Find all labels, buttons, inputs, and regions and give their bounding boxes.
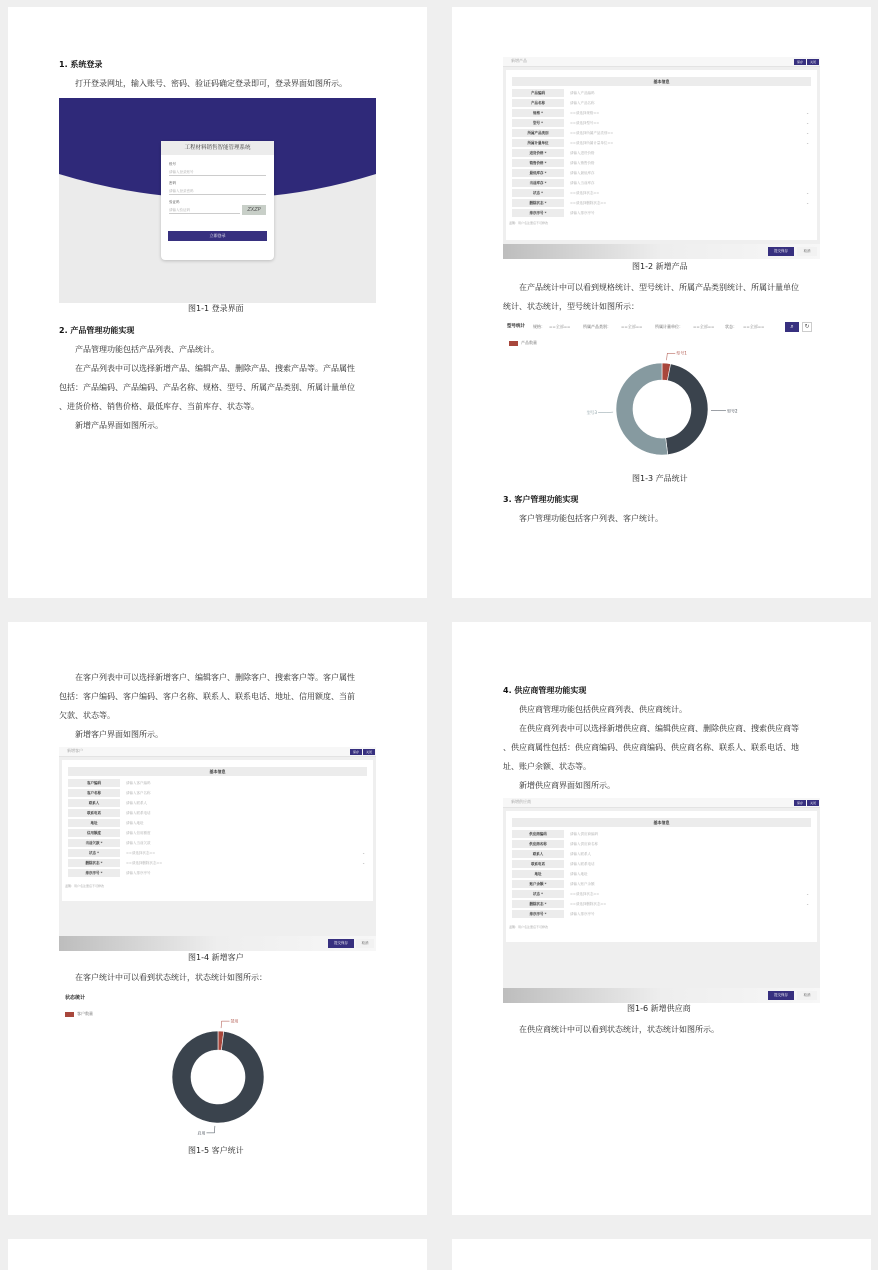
paragraph: 欠款、状态等。 (59, 711, 115, 720)
section-title: 基本信息 (512, 77, 811, 86)
field-label: 删除状态 * (68, 859, 120, 867)
customer-donut-chart (158, 1017, 278, 1137)
paragraph: 产品管理功能包括产品列表、产品统计。 (75, 345, 219, 354)
field-value: 请输入供应商编码 (570, 832, 598, 836)
chevron-down-icon: ⌄ (806, 121, 809, 125)
field-label: 联系电话 (512, 860, 564, 868)
field-value: ==请选择状态== (570, 892, 600, 896)
field-value: 请输入客户编码 (126, 781, 151, 785)
paragraph: 在产品列表中可以选择新增产品、编辑产品、删除产品、搜索产品等。产品属性 (75, 364, 355, 373)
field-select[interactable] (124, 849, 367, 857)
chevron-down-icon: ⌄ (362, 851, 365, 855)
figure-caption: 图1-2 新增产品 (632, 262, 688, 271)
field-label: 规格 * (512, 109, 564, 117)
field-input[interactable] (124, 869, 367, 877)
field-label: 地址 (68, 819, 120, 827)
paragraph: 、供应商属性包括：供应商编码、供应商编码、供应商名称、联系人、联系电话、地 (503, 743, 799, 752)
field-select[interactable] (568, 109, 811, 117)
label-leader-line (206, 1126, 214, 1133)
form-row (512, 99, 811, 108)
form-row (512, 850, 811, 859)
field-select[interactable] (568, 890, 811, 898)
tab-bar (503, 57, 820, 67)
chart-legend (65, 1011, 93, 1017)
field-label: 所属产品类别 (512, 129, 564, 137)
field-value: ==请选择型号== (570, 121, 600, 125)
chart-title: 状态统计 (65, 995, 86, 1001)
form-row (512, 119, 811, 128)
field-label: 账户余额 * (512, 880, 564, 888)
section-title: 基本信息 (512, 818, 811, 827)
field-label: 当前欠款 * (68, 839, 120, 847)
field-input[interactable] (568, 169, 811, 177)
add-supplier-screenshot (503, 798, 820, 1003)
field-value: ==请选择所属产品类别== (570, 131, 614, 135)
field-input[interactable] (568, 89, 811, 97)
document-page-1 (8, 7, 427, 598)
field-value: 请输入最低库存 (570, 171, 595, 175)
form-row (68, 799, 367, 808)
save-tab-button[interactable]: 保存 (794, 59, 806, 65)
field-select[interactable] (568, 189, 811, 197)
chevron-down-icon: ⌄ (806, 902, 809, 906)
field-input[interactable] (124, 799, 367, 807)
field-label: 联系电话 (68, 809, 120, 817)
form-row (512, 189, 811, 198)
figure-caption: 图1-1 登录界面 (188, 304, 244, 313)
tab-add-supplier[interactable]: 新增供应商 (511, 799, 531, 804)
legend-label: 客户数量 (77, 1011, 93, 1016)
field-value: 请输入信用额度 (126, 831, 151, 835)
form-footer (503, 244, 820, 259)
form-row (512, 890, 811, 899)
field-value: ==请选择状态== (570, 191, 600, 195)
figure-caption: 图1-4 新增客户 (188, 953, 244, 962)
figure-caption: 图1-6 新增供应商 (627, 1004, 691, 1013)
section-heading-login: 1. 系统登录 (59, 60, 103, 69)
document-page-3 (8, 622, 427, 1215)
field-value: ==请选择规格== (570, 111, 600, 115)
paragraph: 在供应商统计中可以看到状态统计，状态统计如图所示。 (519, 1025, 719, 1034)
field-label: 所属计量单位 (512, 139, 564, 147)
form-note: 温馨：用户名注册后不可修改 (509, 221, 549, 225)
paragraph: 新增客户界面如图所示。 (75, 730, 163, 739)
form-row (512, 870, 811, 879)
document-page-6 (452, 1239, 871, 1270)
section-heading-supplier: 4. 供应商管理功能实现 (503, 686, 587, 695)
section-heading-product: 2. 产品管理功能实现 (59, 326, 135, 335)
field-input[interactable] (124, 789, 367, 797)
section-title: 基本信息 (68, 767, 367, 776)
field-value: 请输入当前库存 (570, 181, 595, 185)
paragraph: 、进货价格、销售价格、最低库存、当前库存、状态等。 (59, 402, 259, 411)
field-input[interactable] (568, 910, 811, 918)
field-label: 最低库存 * (512, 169, 564, 177)
field-value: 请输入客户名称 (126, 791, 151, 795)
field-value: 请输入联系人 (126, 801, 147, 805)
tab-add-product[interactable]: 新增产品 (511, 58, 527, 63)
form-row (512, 900, 811, 909)
form-row (512, 179, 811, 188)
form-note: 温馨：用户名注册后不可修改 (509, 925, 549, 929)
label-leader-line (667, 353, 676, 360)
field-input[interactable] (568, 830, 811, 838)
paragraph: 在供应商列表中可以选择新增供应商、编辑供应商、删除供应商、搜索供应商等 (519, 724, 799, 733)
donut-slice (172, 1031, 264, 1123)
field-input[interactable] (568, 99, 811, 107)
cancel-button[interactable]: 取消 (356, 939, 374, 948)
form-row (512, 89, 811, 98)
form-footer (503, 988, 820, 1003)
field-input[interactable] (124, 809, 367, 817)
field-label: 进货价格 * (512, 149, 564, 157)
submit-save-button[interactable]: 提交保存 (328, 939, 354, 948)
field-label: 供应商名称 (512, 840, 564, 848)
search-icon[interactable]: ⌕ (785, 322, 799, 332)
form-row (512, 109, 811, 118)
form-row (68, 859, 367, 868)
form-row (512, 159, 811, 168)
field-value: ==请选择删除状态== (570, 902, 607, 906)
field-value: ==请选择删除状态== (126, 861, 163, 865)
legend-label: 产品数量 (521, 340, 537, 345)
filter-label: 状态： (725, 324, 737, 329)
supplier-form (506, 811, 817, 942)
form-row (68, 809, 367, 818)
field-value: ==请选择所属计量单位== (570, 141, 614, 145)
label-leader-line (221, 1021, 229, 1028)
section-heading-customer: 3. 客户管理功能实现 (503, 495, 579, 504)
add-product-screenshot (503, 57, 820, 259)
paragraph: 新增产品界面如图所示。 (75, 421, 163, 430)
filter-select-spec[interactable]: ==全部== (549, 324, 571, 329)
field-label: 删除状态 * (512, 199, 564, 207)
field-value: 请输入供应商名称 (570, 842, 598, 846)
field-value: 请输入联系电话 (126, 811, 151, 815)
field-label: 信用额度 (68, 829, 120, 837)
slice-label: 型号3 (586, 410, 598, 416)
legend-swatch (509, 341, 518, 346)
save-tab-button[interactable]: 保存 (794, 800, 806, 806)
field-label: 型号 * (512, 119, 564, 127)
field-input[interactable] (568, 850, 811, 858)
chart-title: 型号统计 (507, 324, 525, 329)
form-row (512, 209, 811, 218)
form-row (512, 860, 811, 869)
field-value: ==请选择删除状态== (570, 201, 607, 205)
form-row (68, 819, 367, 828)
field-select[interactable] (568, 139, 811, 147)
filter-label: 规格： (533, 324, 545, 329)
field-label: 客户编码 (68, 779, 120, 787)
paragraph: 客户管理功能包括客户列表、客户统计。 (519, 514, 663, 523)
field-value: 请输入排序序号 (126, 871, 151, 875)
tab-bar (503, 798, 820, 808)
field-label: 联系人 (512, 850, 564, 858)
filter-select-status[interactable]: ==全部== (743, 324, 765, 329)
field-input[interactable] (568, 209, 811, 217)
paragraph: 供应商管理功能包括供应商列表、供应商统计。 (519, 705, 687, 714)
save-tab-button[interactable]: 保存 (350, 749, 362, 755)
field-select[interactable] (568, 129, 811, 137)
refresh-icon[interactable]: ↻ (802, 322, 812, 332)
filter-label: 所属产品类别： (583, 324, 611, 329)
tab-add-customer[interactable]: 新增客户 (67, 748, 83, 753)
field-label: 产品名称 (512, 99, 564, 107)
field-value: 请输入进货价格 (570, 151, 595, 155)
filter-bar (503, 320, 820, 334)
field-value: 请输入产品名称 (570, 101, 595, 105)
chart-legend (509, 340, 537, 346)
chevron-down-icon: ⌄ (806, 111, 809, 115)
field-label: 当前库存 * (512, 179, 564, 187)
chevron-down-icon: ⌄ (806, 201, 809, 205)
field-input[interactable] (568, 840, 811, 848)
login-screenshot (59, 98, 376, 303)
captcha-label: 验证码 (169, 200, 180, 204)
captcha-image[interactable]: ZXZP (242, 205, 266, 215)
form-row (68, 849, 367, 858)
field-value: 请输入排序序号 (570, 211, 595, 215)
paragraph: 新增供应商界面如图所示。 (519, 781, 615, 790)
field-input[interactable] (124, 829, 367, 837)
donut-slice (616, 363, 668, 455)
product-form (506, 70, 817, 240)
submit-save-button[interactable]: 提交保存 (768, 247, 794, 256)
form-row (68, 829, 367, 838)
field-value: 请输入地址 (570, 872, 588, 876)
chevron-down-icon: ⌄ (806, 141, 809, 145)
field-input[interactable] (568, 159, 811, 167)
field-value: 请输入当前欠款 (126, 841, 151, 845)
document-page-4 (452, 622, 871, 1215)
field-label: 排序序号 * (512, 209, 564, 217)
paragraph: 统计、状态统计，型号统计如图所示： (503, 302, 639, 311)
field-label: 排序序号 * (512, 910, 564, 918)
field-label: 状态 * (68, 849, 120, 857)
filter-select-unit[interactable]: ==全部== (693, 324, 715, 329)
slice-label: 型号1 (676, 350, 687, 356)
field-input[interactable] (124, 839, 367, 847)
form-row (512, 169, 811, 178)
chevron-down-icon: ⌄ (806, 892, 809, 896)
field-label: 联系人 (68, 799, 120, 807)
slice-label: 启用 (197, 1130, 206, 1136)
field-input[interactable] (568, 860, 811, 868)
close-tab-button[interactable]: 关闭 (807, 59, 819, 65)
field-value: 请输入账户余额 (570, 882, 595, 886)
figure-caption: 图1-5 客户统计 (188, 1146, 244, 1155)
legend-swatch (65, 1012, 74, 1017)
form-note: 温馨：用户名注册后不可修改 (65, 884, 105, 888)
login-title: 工程材料销售智能管理系统 (161, 141, 274, 155)
paragraph: 在产品统计中可以看到规格统计、型号统计、所属产品类别统计、所属计量单位 (519, 283, 799, 292)
paragraph: 在客户统计中可以看到状态统计，状态统计如图所示： (75, 973, 267, 982)
field-select[interactable] (124, 859, 367, 867)
field-select[interactable] (568, 900, 811, 908)
form-row (512, 880, 811, 889)
login-button[interactable]: 立即登录 (168, 231, 267, 241)
field-label: 产品编码 (512, 89, 564, 97)
field-value: 请输入联系人 (570, 852, 591, 856)
paragraph: 址、账户余额、状态等。 (503, 762, 591, 771)
field-value: 请输入地址 (126, 821, 144, 825)
tab-bar (59, 747, 376, 757)
field-input[interactable] (124, 779, 367, 787)
product-donut-chart (582, 347, 742, 467)
form-row (512, 910, 811, 919)
captcha-input[interactable]: 请输入验证码 (169, 206, 240, 214)
password-input[interactable]: 请输入登录密码 (169, 187, 266, 195)
close-tab-button[interactable]: 关闭 (807, 800, 819, 806)
form-row (68, 839, 367, 848)
password-label: 密码 (169, 181, 176, 185)
field-select[interactable] (568, 199, 811, 207)
field-label: 状态 * (512, 890, 564, 898)
form-row (512, 199, 811, 208)
field-label: 排序序号 * (68, 869, 120, 877)
close-tab-button[interactable]: 关闭 (363, 749, 375, 755)
chevron-down-icon: ⌄ (806, 131, 809, 135)
cancel-button[interactable]: 取消 (797, 247, 817, 256)
document-page-5 (8, 1239, 427, 1270)
document-page-2 (452, 7, 871, 598)
figure-caption: 图1-3 产品统计 (632, 474, 688, 483)
field-label: 客户名称 (68, 789, 120, 797)
paragraph: 包括：客户编码、客户编码、客户名称、联系人、联系电话、地址、信用额度、当前 (59, 692, 355, 701)
field-label: 地址 (512, 870, 564, 878)
slice-label: 型号2 (726, 408, 738, 414)
field-value: ==请选择状态== (126, 851, 156, 855)
form-row (512, 840, 811, 849)
add-customer-screenshot (59, 747, 376, 951)
field-input[interactable] (124, 819, 367, 827)
field-input[interactable] (568, 880, 811, 888)
field-label: 状态 * (512, 189, 564, 197)
form-row (68, 789, 367, 798)
form-row (512, 149, 811, 158)
form-row (512, 830, 811, 839)
customer-form (62, 760, 373, 901)
field-input[interactable] (568, 149, 811, 157)
field-label: 销售价格 * (512, 159, 564, 167)
chevron-down-icon: ⌄ (362, 861, 365, 865)
username-label: 账号 (169, 162, 176, 166)
field-label: 供应商编码 (512, 830, 564, 838)
chevron-down-icon: ⌄ (806, 191, 809, 195)
submit-save-button[interactable]: 提交保存 (768, 991, 794, 1000)
field-select[interactable] (568, 119, 811, 127)
form-row (68, 869, 367, 878)
paragraph: 包括：产品编码、产品编码、产品名称、规格、型号、所属产品类别、所属计量单位 (59, 383, 355, 392)
field-value: 请输入销售价格 (570, 161, 595, 165)
cancel-button[interactable]: 取消 (797, 991, 817, 1000)
filter-select-category[interactable]: ==全部== (621, 324, 643, 329)
form-row (512, 139, 811, 148)
field-label: 删除状态 * (512, 900, 564, 908)
field-input[interactable] (568, 870, 811, 878)
username-input[interactable]: 请输入登录账号 (169, 168, 266, 176)
form-row (68, 779, 367, 788)
field-value: 请输入排序序号 (570, 912, 595, 916)
filter-label: 所属计量单位： (655, 324, 683, 329)
field-value: 请输入联系电话 (570, 862, 595, 866)
donut-slice (666, 364, 708, 455)
field-value: 请输入产品编码 (570, 91, 595, 95)
form-footer (59, 936, 376, 951)
login-card (161, 141, 274, 260)
form-row (512, 129, 811, 138)
slice-label: 禁用 (230, 1018, 239, 1024)
paragraph: 打开登录网址，输入账号、密码、验证码确定登录即可，登录界面如图所示。 (75, 79, 347, 88)
paragraph: 在客户列表中可以选择新增客户、编辑客户、删除客户、搜索客户等。客户属性 (75, 673, 355, 682)
field-input[interactable] (568, 179, 811, 187)
